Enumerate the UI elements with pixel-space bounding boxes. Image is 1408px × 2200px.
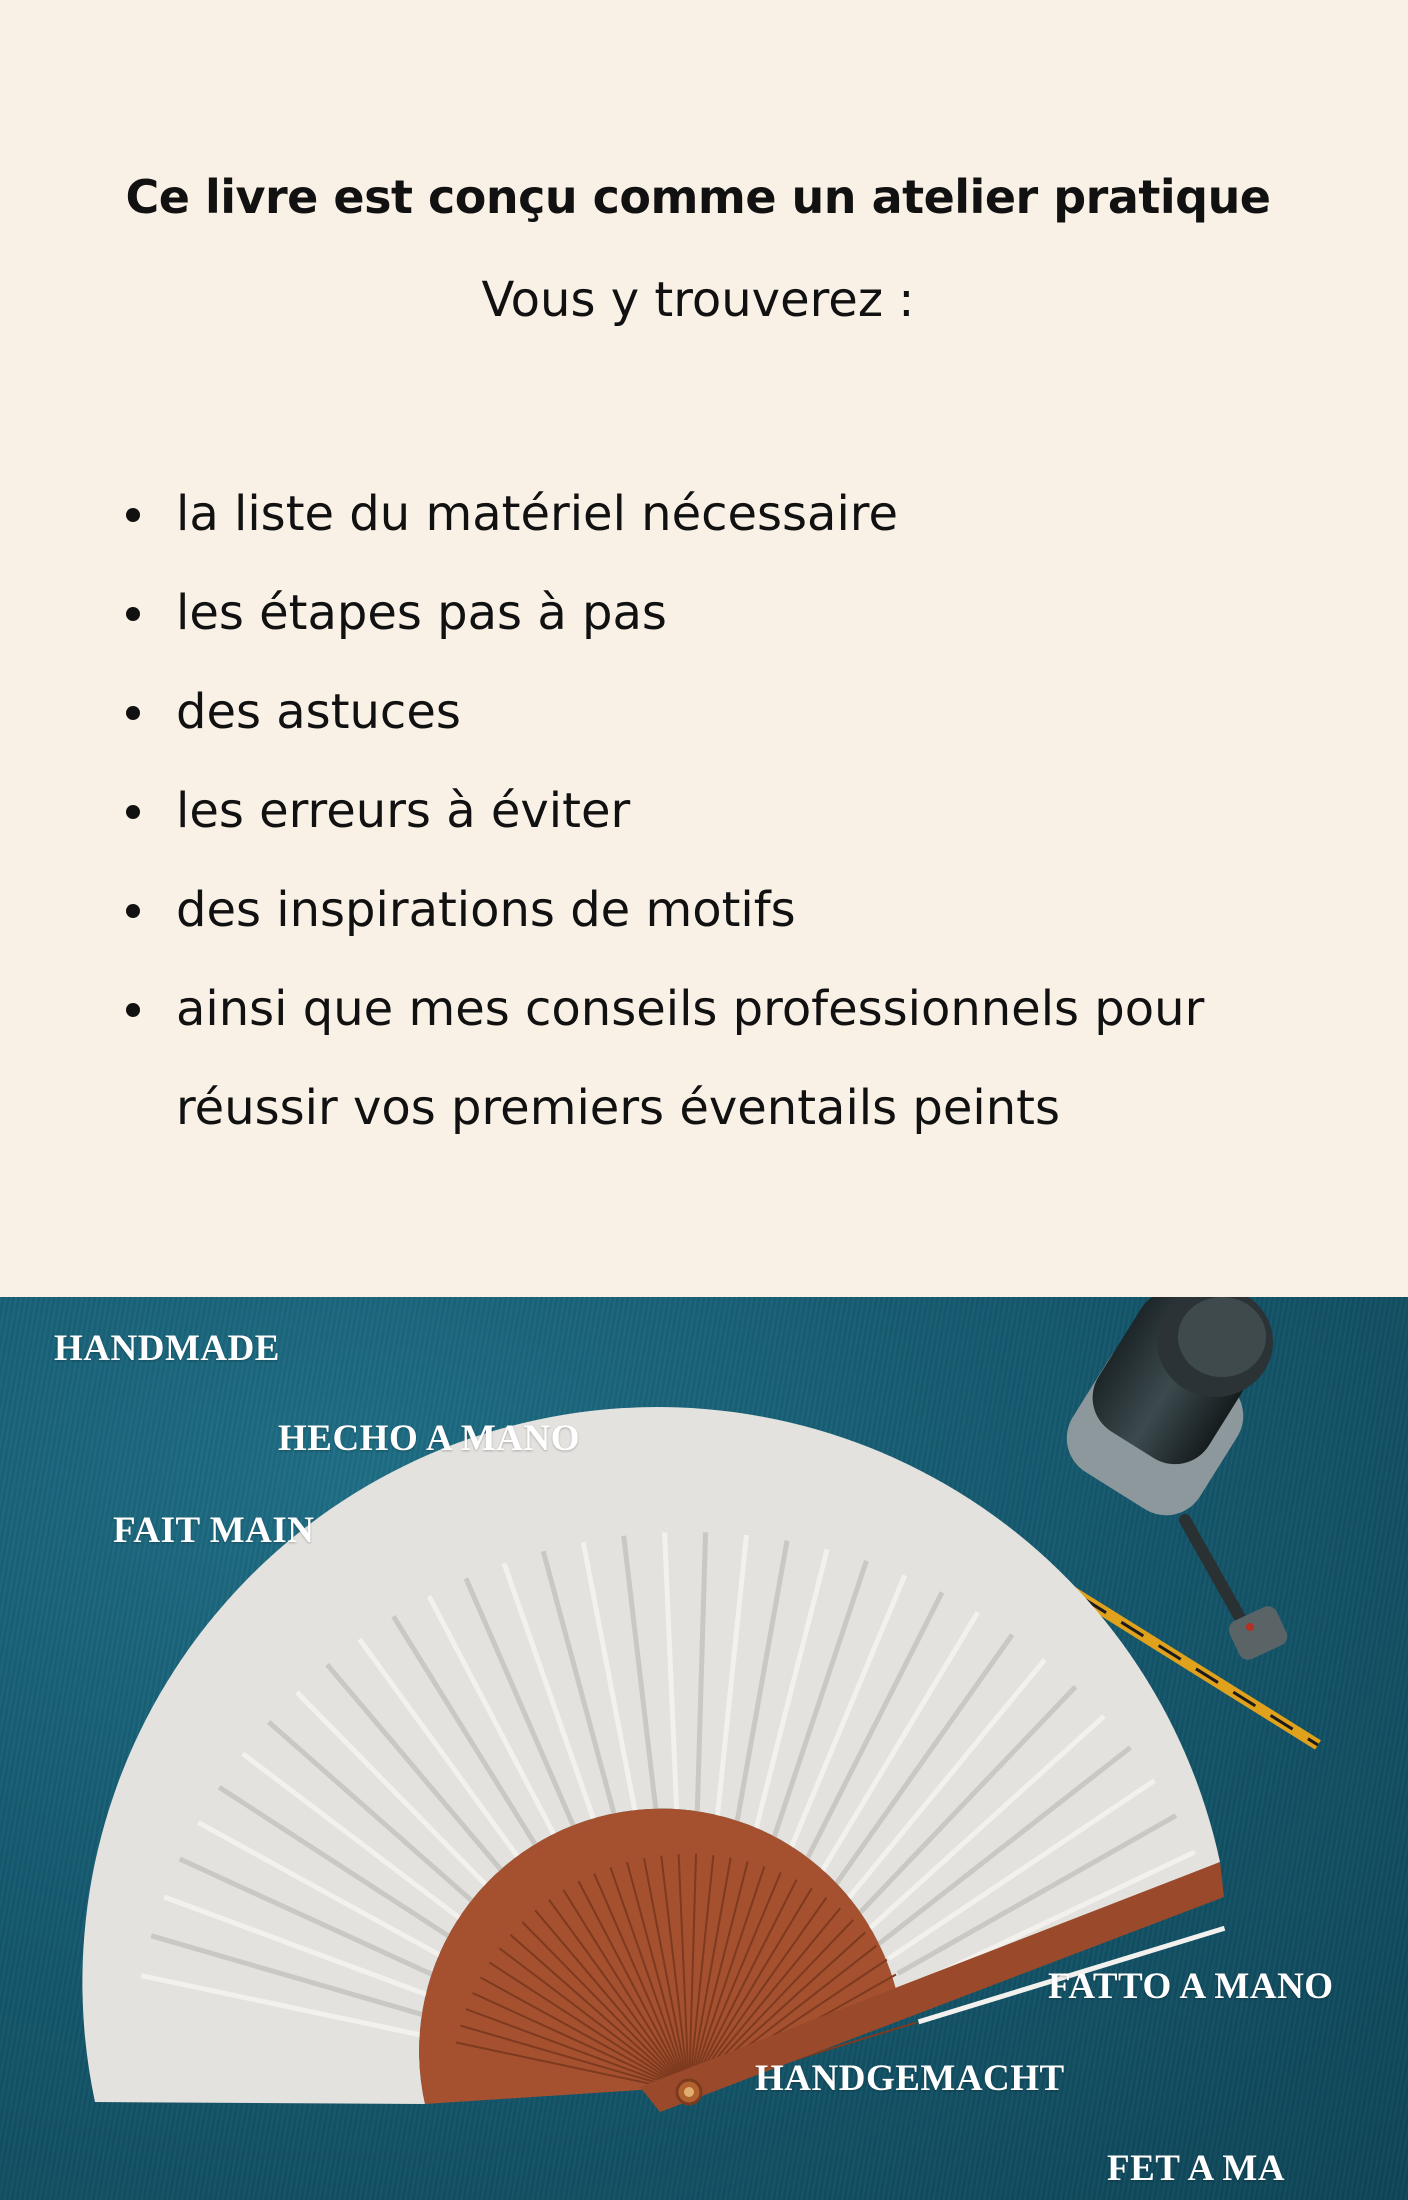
nib-holder xyxy=(1185,1520,1290,1663)
list-item: des astuces xyxy=(122,663,1272,762)
stamp-hecho-a-mano: HECHO A MANO xyxy=(278,1418,581,1459)
page-title: Ce livre est conçu comme un atelier pratique xyxy=(125,170,1271,224)
stamp-fatto-a-mano: FATTO A MANO xyxy=(1048,1966,1334,2007)
stamp-handgemacht: HANDGEMACHT xyxy=(755,2058,1065,2099)
ink-bottle xyxy=(1052,1297,1273,1530)
list-item: des inspirations de motifs xyxy=(122,861,1272,960)
stamp-fait-main: FAIT MAIN xyxy=(113,1510,315,1551)
fan-illustration xyxy=(0,1297,1408,2200)
list-item: la liste du matériel nécessaire xyxy=(122,465,1272,564)
stamp-fet-a-ma: FET A MA xyxy=(1107,2148,1286,2189)
list-item: les étapes pas à pas xyxy=(122,564,1272,663)
stamp-handmade: HANDMADE xyxy=(54,1328,280,1369)
content-list xyxy=(122,465,1272,1158)
list-item: les erreurs à éviter xyxy=(122,762,1272,861)
page-subtitle: Vous y trouverez : xyxy=(481,272,915,328)
list-item-line: réussir vos premiers éventails peints xyxy=(176,1080,1060,1136)
fan-photo xyxy=(0,1297,1408,2200)
list-item xyxy=(122,960,1272,1158)
list-item-line: ainsi que mes conseils professionnels pour xyxy=(176,981,1205,1037)
